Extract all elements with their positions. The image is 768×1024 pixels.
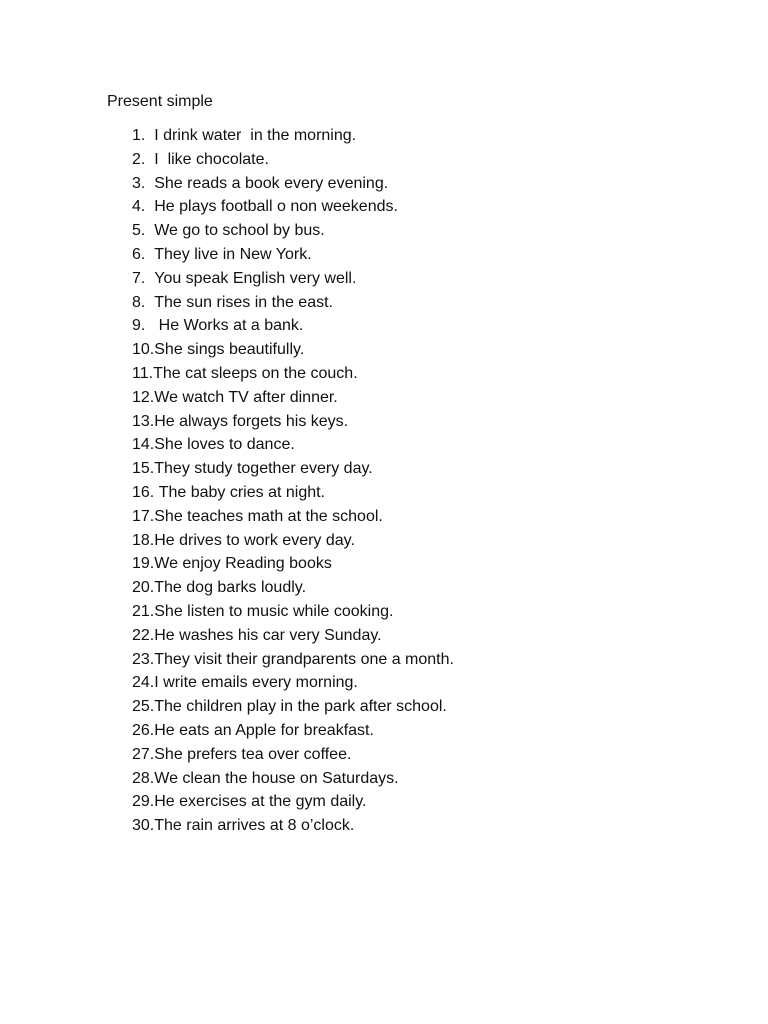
list-item-text: She listen to music while cooking. xyxy=(154,602,394,620)
list-item-text: We go to school by bus. xyxy=(154,222,325,240)
list-item-number: 18. xyxy=(132,531,155,549)
list-item-text: He always forgets his keys. xyxy=(154,412,349,430)
list-item xyxy=(132,364,454,388)
list-item xyxy=(132,697,454,721)
list-item xyxy=(132,340,454,364)
list-item xyxy=(132,721,454,745)
list-item-number: 5. xyxy=(132,222,155,240)
list-item-text: She teaches math at the school. xyxy=(154,507,383,525)
list-item-text: The rain arrives at 8 o’clock. xyxy=(154,817,355,835)
list-item xyxy=(132,435,454,459)
list-item-number: 27. xyxy=(132,745,155,763)
list-item xyxy=(132,150,454,174)
list-item-number: 28. xyxy=(132,769,155,787)
list-item-number: 25. xyxy=(132,698,155,716)
list-item xyxy=(132,602,454,626)
sentence-list xyxy=(132,126,454,840)
list-item-number: 4. xyxy=(132,198,155,216)
list-item-text: They study together every day. xyxy=(154,460,373,478)
list-item-text: I drink water in the morning. xyxy=(154,127,357,144)
list-item-number: 19. xyxy=(132,555,155,573)
list-item-text: We enjoy Reading books xyxy=(154,555,332,573)
list-item-text: We clean the house on Saturdays. xyxy=(154,769,399,787)
list-item-number: 12. xyxy=(132,388,155,406)
list-item-text: The sun rises in the east. xyxy=(154,293,333,311)
list-item-text: The baby cries at night. xyxy=(158,483,325,501)
list-item-number: 9. xyxy=(132,317,155,335)
list-item-number: 11. xyxy=(132,364,154,382)
list-item xyxy=(132,483,454,507)
list-item xyxy=(132,507,454,531)
list-item-text: The children play in the park after school. xyxy=(154,698,447,716)
list-item-text: They visit their grandparents one a month. xyxy=(154,650,454,668)
list-item-number: 1. xyxy=(132,127,155,144)
page-title: Present simple xyxy=(107,93,213,110)
list-item-number: 24. xyxy=(132,674,155,692)
list-item xyxy=(132,769,454,793)
list-item xyxy=(132,554,454,578)
list-item-number: 2. xyxy=(132,150,155,168)
list-item-text: She prefers tea over coffee. xyxy=(154,745,352,763)
list-item-text: She reads a book every evening. xyxy=(154,174,389,192)
list-item xyxy=(132,673,454,697)
list-item xyxy=(132,174,454,198)
list-item xyxy=(132,745,454,769)
list-item-number: 22. xyxy=(132,626,155,644)
list-item xyxy=(132,459,454,483)
list-item xyxy=(132,388,454,412)
list-item-text: You speak English very well. xyxy=(154,269,357,287)
list-item-text: She sings beautifully. xyxy=(154,341,305,359)
list-item-text: They live in New York. xyxy=(154,245,312,263)
list-item-text: I write emails every morning. xyxy=(154,674,358,692)
list-item-text: He drives to work every day. xyxy=(154,531,355,549)
list-item-text: He Works at a bank. xyxy=(154,317,304,335)
list-item xyxy=(132,412,454,436)
list-item-text: He eats an Apple for breakfast. xyxy=(154,721,374,739)
list-item xyxy=(132,293,454,317)
list-item-text: She loves to dance. xyxy=(154,436,295,454)
list-item-text: He exercises at the gym daily. xyxy=(154,793,367,811)
list-item-text: The cat sleeps on the couch. xyxy=(153,364,358,382)
list-item-number: 13. xyxy=(132,412,155,430)
list-item-text: He washes his car very Sunday. xyxy=(154,626,382,644)
list-item xyxy=(132,316,454,340)
list-item xyxy=(132,650,454,674)
list-item-number: 10. xyxy=(132,341,155,359)
list-item xyxy=(132,816,454,840)
list-item-number: 17. xyxy=(132,507,155,525)
list-item-number: 20. xyxy=(132,579,155,597)
list-item-text: We watch TV after dinner. xyxy=(154,388,338,406)
list-item-number: 16. xyxy=(132,483,159,501)
list-item xyxy=(132,269,454,293)
list-item-number: 23. xyxy=(132,650,155,668)
list-item-number: 15. xyxy=(132,460,155,478)
list-item-number: 21. xyxy=(132,602,155,620)
list-item-number: 30. xyxy=(132,817,155,835)
list-item-number: 7. xyxy=(132,269,155,287)
list-item-number: 29. xyxy=(132,793,155,811)
list-item-text: I like chocolate. xyxy=(154,150,269,168)
list-item xyxy=(132,578,454,602)
list-item xyxy=(132,531,454,555)
list-item-number: 8. xyxy=(132,293,155,311)
list-item-number: 3. xyxy=(132,174,155,192)
list-item xyxy=(132,792,454,816)
list-item-number: 14. xyxy=(132,436,155,454)
list-item xyxy=(132,126,454,150)
list-item-number: 6. xyxy=(132,245,155,263)
list-item xyxy=(132,245,454,269)
list-item xyxy=(132,197,454,221)
list-item-text: He plays football o non weekends. xyxy=(154,198,398,216)
list-item xyxy=(132,221,454,245)
list-item-number: 26. xyxy=(132,721,155,739)
list-item xyxy=(132,626,454,650)
list-item-text: The dog barks loudly. xyxy=(154,579,307,597)
